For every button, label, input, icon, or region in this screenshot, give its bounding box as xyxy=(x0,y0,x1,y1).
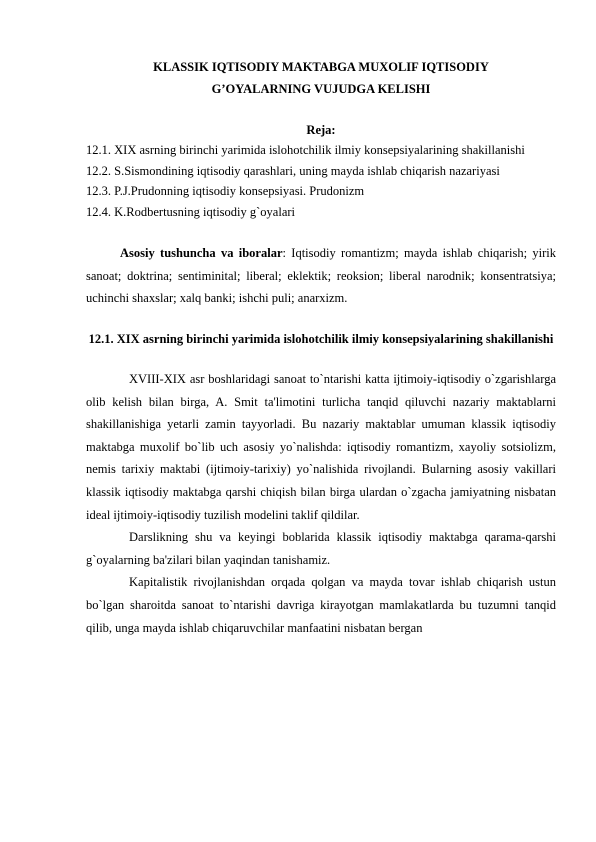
document-page xyxy=(86,56,556,639)
plan-item: 12.2. S.Sismondining iqtisodiy qarashlari, uning mayda ishlab chiqarish nazariyasi xyxy=(86,163,500,178)
key-concepts-paragraph xyxy=(86,242,556,310)
title-line-1: KLASSIK IQTISODIY MAKTABGA MUXOLIF IQTISODIY xyxy=(153,60,489,74)
section-heading: 12.1. XIX asrning birinchi yarimida islohotchilik ilmiy konsepsiyalarining shakillanishi xyxy=(88,331,554,346)
body-paragraph: Kapitalistik rivojlanishdan orqada qolgan va mayda tovar ishlab chiqarish ustun bo`lgan sharoitda sanoat to`ntarishi davriga kirayotgan mamlakatlarda bu tuzumni tanqid qilib, unga mayda ishlab chiqaruvchilar manfaatini nisbatan bergan xyxy=(86,575,556,635)
section-body xyxy=(86,368,556,639)
plan-item: 12.1. XIX asrning birinchi yarimida islohotchilik ilmiy konsepsiyalarining shakillanishi xyxy=(86,143,525,157)
plan-heading: Reja: xyxy=(306,123,336,137)
title-line-2: G’OYALARNING VUJUDGA KELISHI xyxy=(211,82,431,96)
key-concepts-text: : Iqtisodiy romantizm; mayda ishlab chiqarish; yirik sanoat; doktrina; sentiminital; liberal; eklektik; reoksion; liberal narodnik; konsentratsiya; uchinchi shaxslar; xalq banki; ishchi puli; anarxizm. xyxy=(86,246,556,305)
plan-item: 12.4. K.Rodbertusning iqtisodiy g`oyalari xyxy=(86,204,296,219)
plan-list xyxy=(86,140,556,222)
document-title xyxy=(86,56,556,100)
plan-item: 12.3. P.J.Prudonning iqtisodiy konsepsiyasi. Prudonizm xyxy=(86,184,365,198)
key-concepts-label: Asosiy tushuncha va iboralar xyxy=(120,246,283,260)
body-paragraph: XVIII-XIX asr boshlaridagi sanoat to`ntarishi katta ijtimoiy-iqtisodiy o`zgarishlarga olib kelish bilan birga, A. Smit ta'limotini turlicha tanqid qiluvchi nazariy maktablarni shakillanishiga yetarli zamin tayyorladi. Bu nazariy maktablar umuman klassik iqtisodiy maktabga muxolif bo`lib uch asosiy yo`nalishda: iqtisodiy romantizm, xayoliy sotsiolizm, nemis tarixiy maktabi (ijtimoiy-tarixiy) yo`nalishida rivojlandi. Bularning asosiy vakillari klassik iqtisodiy maktabga qarshi chiqish bilan birga ulardan o`zgacha jamiyatning nisbatan ideal ijtimoiy-iqtisodiy tuzilish modelini taklif qildilar. xyxy=(86,372,556,522)
body-paragraph: Darslikning shu va keyingi boblarida klassik iqtisodiy maktabga qarama-qarshi g`oyalarning ba'zilari bilan yaqindan tanishamiz. xyxy=(86,530,556,567)
